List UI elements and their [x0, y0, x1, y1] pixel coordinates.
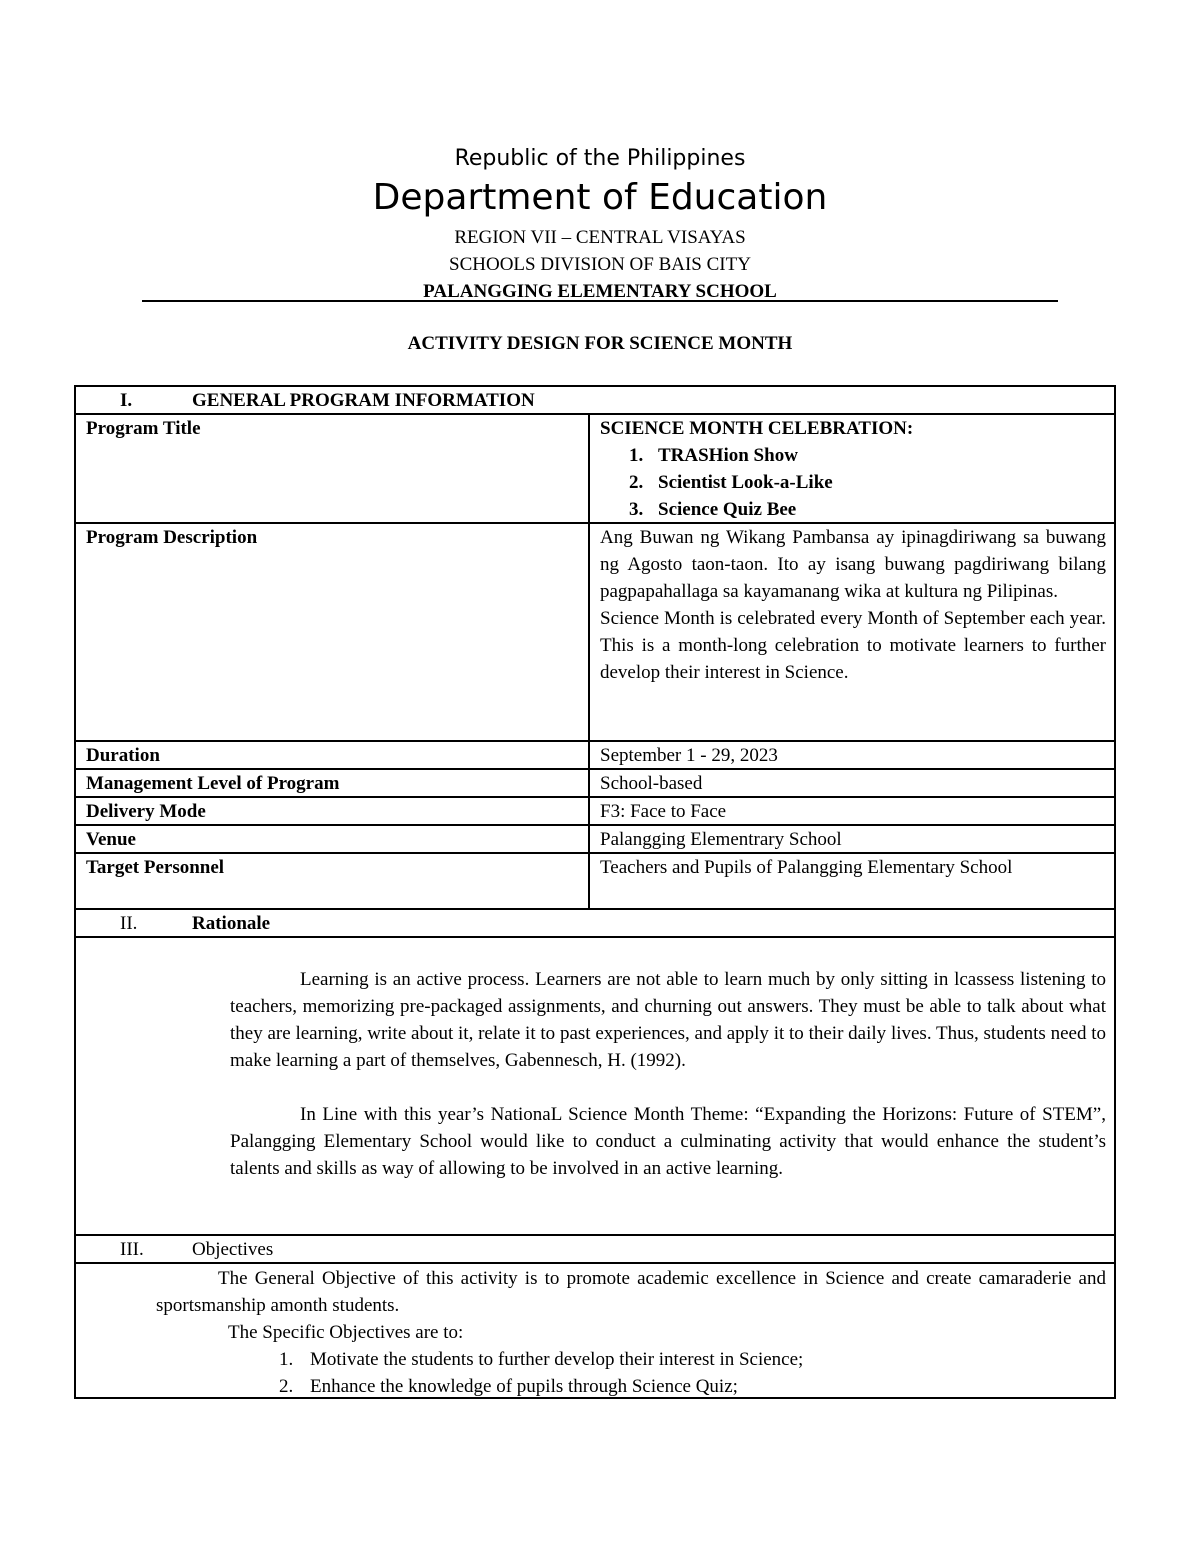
list-item: 1. TRASHion Show [648, 442, 1106, 469]
management-label: Management Level of Program [86, 773, 340, 794]
section-3-title: Objectives [192, 1239, 274, 1260]
delivery-label: Delivery Mode [86, 801, 206, 822]
program-title-value [600, 415, 1106, 523]
target-label: Target Personnel [86, 857, 225, 878]
duration-value: September 1 - 29, 2023 [600, 745, 778, 766]
republic-heading: Republic of the Philippines [454, 146, 746, 171]
program-title-label: Program Title [86, 418, 201, 439]
section-2-title: Rationale [192, 913, 271, 934]
school-name: PALANGGING ELEMENTARY SCHOOL [423, 281, 777, 302]
row-delivery-mode [74, 796, 1116, 824]
letterhead [0, 140, 1200, 305]
program-title-heading: SCIENCE MONTH CELEBRATION: [600, 418, 914, 439]
section-2-heading [74, 908, 1116, 936]
objectives-body [74, 1262, 1116, 1399]
row-target-personnel [74, 852, 1116, 908]
list-item: 3. Science Quiz Bee [648, 496, 1106, 523]
general-objective: The General Objective of this activity is to promote academic excellence in Science and create camaraderie and sportsmanship amonth students. [156, 1268, 1106, 1316]
rationale-body [74, 936, 1116, 1234]
section-1-number: I. [120, 390, 133, 411]
specific-objectives-list [156, 1346, 1106, 1400]
delivery-value: F3: Face to Face [600, 801, 727, 822]
section-3-heading [74, 1234, 1116, 1262]
venue-label: Venue [86, 829, 136, 850]
duration-label: Duration [86, 745, 160, 766]
rationale-paragraph: Learning is an active process. Learners are not able to learn much by only sitting in lcassess listening to teachers, memorizing pre-packaged assignments, and churning out answers. They must be able to talk about what they are learning, write about it, relate it to past experiences, and apply it to their daily lives. Thus, students need to make learning a part of themselves, Gabennesch, H. (1992). [230, 969, 1106, 1071]
list-item: 2. Enhance the knowledge of pupils through Science Quiz; [298, 1373, 1106, 1400]
region-line: REGION VII – CENTRAL VISAYAS [454, 227, 746, 248]
target-value: Teachers and Pupils of Palangging Elementary School [600, 857, 1013, 878]
venue-value: Palangging Elementrary School [600, 829, 842, 850]
column-divider [588, 770, 590, 796]
row-duration [74, 740, 1116, 768]
column-divider [588, 415, 590, 522]
row-venue [74, 824, 1116, 852]
section-1-title: GENERAL PROGRAM INFORMATION [192, 390, 535, 411]
column-divider [588, 742, 590, 768]
list-item: 1. Motivate the students to further develop their interest in Science; [298, 1346, 1106, 1373]
column-divider [588, 798, 590, 824]
section-3-number: III. [120, 1239, 144, 1260]
row-program-title [74, 413, 1116, 522]
section-1-heading [74, 385, 1116, 413]
rationale-paragraph: In Line with this year’s NationaL Science Month Theme: “Expanding the Horizons: Future of STEM”, Palangging Elementary School would like to conduct a culminating activity that would enhance the student’s talents and skills as way of allowing to be involved in an active learning. [230, 1104, 1106, 1179]
column-divider [588, 854, 590, 908]
section-2-number: II. [120, 913, 138, 934]
row-management-level [74, 768, 1116, 796]
document-title: ACTIVITY DESIGN FOR SCIENCE MONTH [407, 333, 793, 354]
program-description-value [600, 524, 1106, 686]
specific-objectives-intro: The Specific Objectives are to: [228, 1322, 464, 1343]
program-description-label: Program Description [86, 527, 258, 548]
program-description-paragraph: Ang Buwan ng Wikang Pambansa ay ipinagdiriwang sa buwang ng Agosto taon-taon. Ito ay isang buwang pagdiriwang bilang pagpapahallaga sa kayamanang wika at kultura ng Pilipinas. [600, 527, 1106, 602]
column-divider [588, 826, 590, 852]
management-value: School-based [600, 773, 703, 794]
division-line: SCHOOLS DIVISION OF BAIS CITY [449, 254, 751, 275]
program-items-list [600, 442, 1106, 523]
department-heading: Department of Education [372, 177, 828, 218]
column-divider [588, 524, 590, 740]
header-divider [142, 300, 1058, 302]
list-item: 2. Scientist Look-a-Like [648, 469, 1106, 496]
row-program-description [74, 522, 1116, 740]
program-description-paragraph: Science Month is celebrated every Month of September each year. This is a month-long celebration to motivate learners to further develop their interest in Science. [600, 608, 1106, 683]
